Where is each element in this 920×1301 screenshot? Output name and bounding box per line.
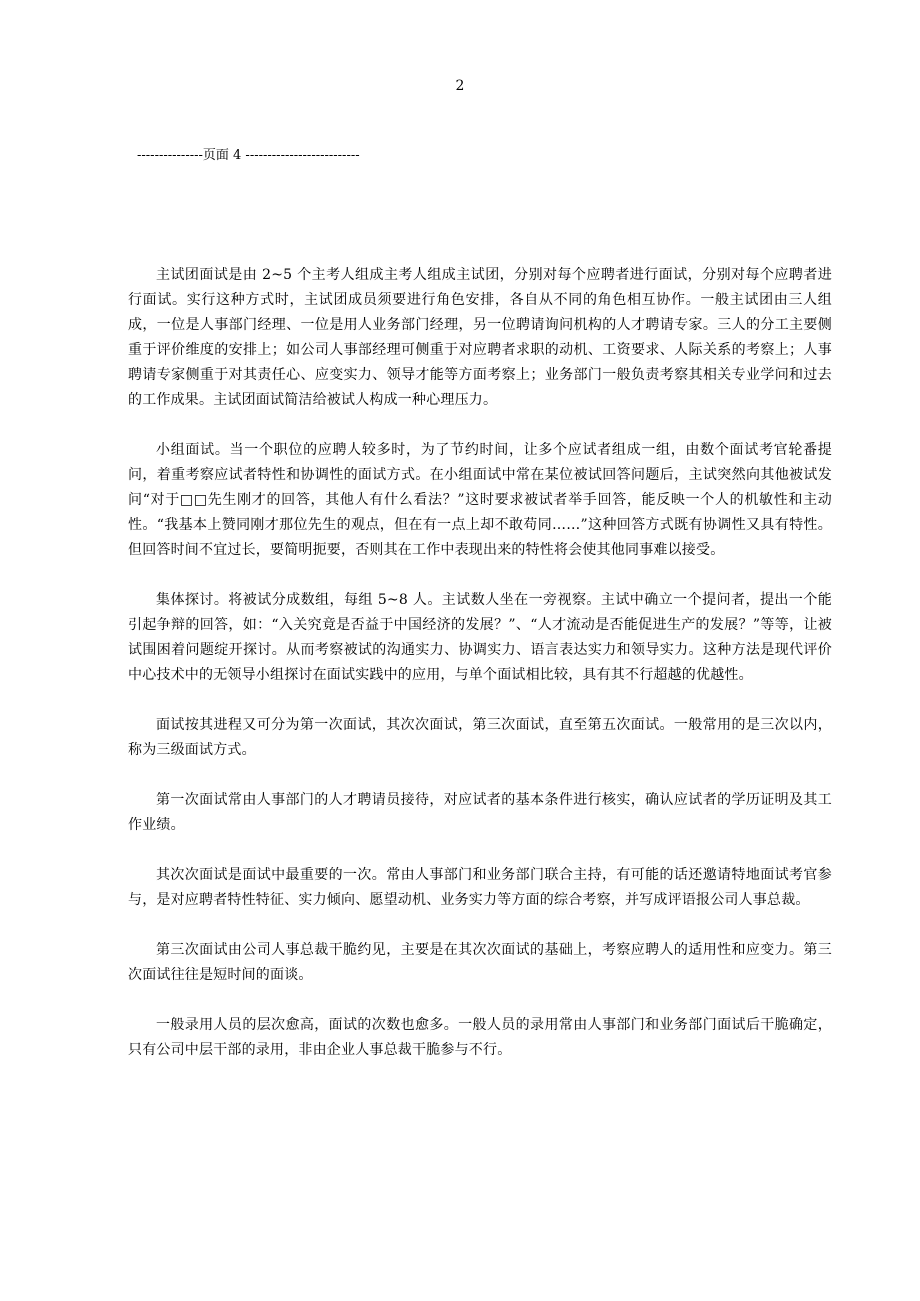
paragraph-second-interview: 其次次面试是面试中最重要的一次。常由人事部门和业务部门联合主持，有可能的话还邀请特地面试考官参与，是对应聘者特性特征、实力倾向、愿望动机、业务实力等方面的综合考察，并写成评语报公司人事总裁。 [128, 867, 832, 908]
page-number: 2 [455, 78, 465, 94]
page-separator: ---------------页面 4 -------------------------- [137, 148, 360, 163]
document-body [128, 263, 832, 1088]
paragraph-group-interview: 小组面试。当一个职位的应聘人较多时，为了节约时间，让多个应试者组成一组，由数个面试考官轮番提问，着重考察应试者特性和协调性的面试方式。在小组面试中常在某位被试回答问题后，主试突然向其他被试发问“对于□□先生刚才的回答，其他人有什么看法？”这时要求被试者举手回答，能反映一个人的机敏性和主动性。“我基本上赞同刚才那位先生的观点，但在有一点上却不敢苟同……”这种回答方式既有协调性又具有特性。但回答时间不宜过长，要简明扼要，否则其在工作中表现出来的特性将会使其他同事难以接受。 [128, 442, 832, 558]
paragraph-interview-stages: 面试按其进程又可分为第一次面试，其次次面试，第三次面试，直至第五次面试。一般常用的是三次以内，称为三级面试方式。 [128, 717, 832, 758]
paragraph-panel-interview: 主试团面试是由 2~5 个主考人组成主考人组成主试团，分别对每个应聘者进行面试，分别对每个应聘者进行面试。实行这种方式时，主试团成员须要进行角色安排，各自从不同的角色相互协作。一般主试团由三人组成，一位是人事部门经理、一位是用人业务部门经理，另一位聘请询问机构的人才聘请专家。三人的分工主要侧重于评价维度的安排上；如公司人事部经理可侧重于对应聘者求职的动机、工资要求、人际关系的考察上；人事聘请专家侧重于对其责任心、应变实力、领导才能等方面考察上；业务部门一般负责考察其相关专业学问和过去的工作成果。主试团面试简洁给被试人构成一种心理压力。 [128, 267, 832, 408]
paragraph-group-discussion: 集体探讨。将被试分成数组，每组 5~8 人。主试数人坐在一旁视察。主试中确立一个提问者，提出一个能引起争辩的回答，如：“入关究竟是否益于中国经济的发展？”、“人才流动是否能促进生产的发展？”等等，让被试围困着问题绽开探讨。从而考察被试的沟通实力、协调实力、语言表达实力和领导实力。这种方法是现代评价中心技术中的无领导小组探讨在面试实践中的应用，与单个面试相比较，具有其不行超越的优越性。 [128, 592, 832, 683]
paragraph-third-interview: 第三次面试由公司人事总裁干脆约见，主要是在其次次面试的基础上，考察应聘人的适用性和应变力。第三次面试往往是短时间的面谈。 [128, 942, 832, 983]
paragraph-hiring-level: 一般录用人员的层次愈高，面试的次数也愈多。一般人员的录用常由人事部门和业务部门面试后干脆确定，只有公司中层干部的录用，非由企业人事总裁干脆参与不行。 [128, 1017, 832, 1058]
paragraph-first-interview: 第一次面试常由人事部门的人才聘请员接待，对应试者的基本条件进行核实，确认应试者的学历证明及其工作业绩。 [128, 792, 832, 833]
